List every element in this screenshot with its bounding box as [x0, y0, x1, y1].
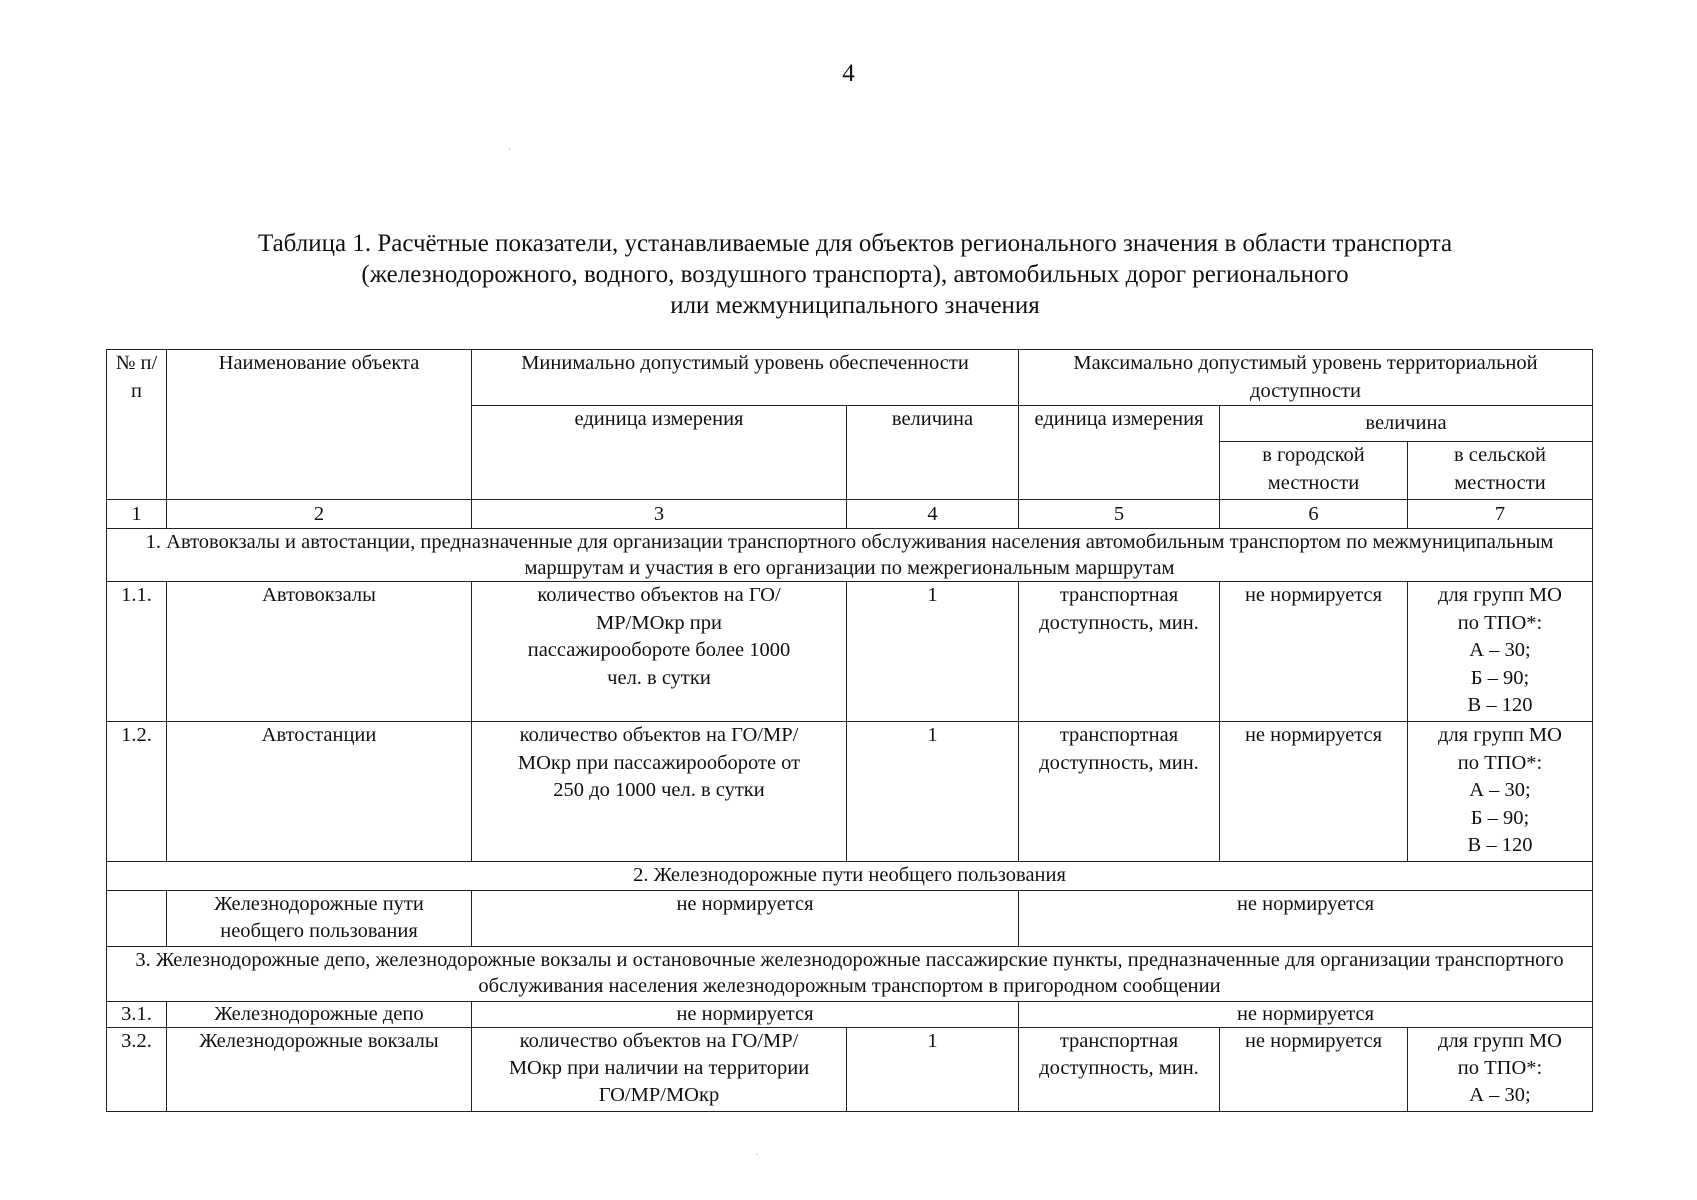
table-row: [107, 1001, 1593, 1027]
col-number: 6: [1220, 500, 1408, 529]
row-urban: не нормируется: [1220, 582, 1408, 722]
title-line-2: (железнодорожного, водного, воздушного транспорта), автомобильных дорог регионального: [361, 261, 1349, 288]
table-row: [107, 890, 1593, 946]
rural-line: А – 30;: [1469, 779, 1531, 801]
row-unit: количество объектов на ГО/МР/МОкр при наличии на территории ГО/МР/МОкр: [472, 1027, 847, 1111]
row-urban: не нормируется: [1220, 1027, 1408, 1111]
section-1-title: 1. Автовокзалы и автостанции, предназначенные для организации транспортного обслуживания населения автомобильным транспортом по межмуниципальным маршрутам и участия в его организации по межрегиональным маршрутам: [107, 529, 1593, 582]
row-name: Автовокзалы: [167, 582, 472, 722]
col-number: 5: [1019, 500, 1220, 529]
row-num: 1.1.: [107, 582, 167, 722]
table-row: [107, 1027, 1593, 1111]
rural-line: по ТПО*:: [1457, 611, 1543, 634]
col-number: 4: [847, 500, 1019, 529]
title-line-3: или межмуниципального значения: [670, 292, 1040, 319]
rural-line: А – 30;: [1469, 639, 1531, 661]
row-name: Железнодорожные вокзалы: [167, 1027, 472, 1111]
col-number: 3: [472, 500, 847, 529]
row-unit-2: транспортная доступность, мин.: [1019, 1027, 1220, 1111]
page-number: 4: [842, 60, 855, 87]
row-urban: не нормируется: [1220, 722, 1408, 862]
rural-line: для групп МО: [1438, 584, 1562, 606]
row-name: Автостанции: [167, 722, 472, 862]
section-row: [107, 946, 1593, 1001]
table-row: [107, 722, 1593, 862]
header-row: [107, 350, 1593, 406]
row-unit: количество объектов на ГО/МР/МОкр при пассажирообороте более 1000 чел. в сутки: [472, 582, 847, 722]
row-unit-2: транспортная доступность, мин.: [1019, 582, 1220, 722]
row-name: Железнодорожные депо: [167, 1001, 472, 1027]
row-name: Железнодорожные пути необщего пользования: [167, 890, 472, 946]
header-value: величина: [847, 406, 1019, 500]
header-num: № п/п: [107, 350, 167, 500]
row-value: 1: [847, 582, 1019, 722]
col-number: 2: [167, 500, 472, 529]
table-title: [140, 228, 1570, 321]
row-value: 1: [847, 1027, 1019, 1111]
header-name: Наименование объекта: [167, 350, 472, 500]
header-unit: единица измерения: [472, 406, 847, 500]
header-min-level: Минимально допустимый уровень обеспеченности: [472, 350, 1019, 406]
row-num: 3.2.: [107, 1027, 167, 1111]
row-num: [107, 890, 167, 946]
section-2-title: 2. Железнодорожные пути необщего пользования: [107, 862, 1593, 891]
row-unit-2: транспортная доступность, мин.: [1019, 722, 1220, 862]
header-rural: в сельской местности: [1408, 442, 1593, 500]
table-row: [107, 582, 1593, 722]
col-number: 1: [107, 500, 167, 529]
section-row: [107, 529, 1593, 582]
col-number: 7: [1408, 500, 1593, 529]
header-max-level: Максимально допустимый уровень территориальной доступности: [1019, 350, 1593, 406]
rural-line: В – 120: [1467, 834, 1533, 856]
rural-line: по ТПО*:: [1457, 751, 1543, 774]
scan-speck: ˊ: [508, 148, 512, 159]
row-unit: количество объектов на ГО/МР/МОкр при пассажирообороте от 250 до 1000 чел. в сутки: [472, 722, 847, 862]
header-unit-2: единица измерения: [1019, 406, 1220, 500]
row-num: 3.1.: [107, 1001, 167, 1027]
section-row: [107, 862, 1593, 891]
row-min: не нормируется: [472, 1001, 1019, 1027]
row-value: 1: [847, 722, 1019, 862]
row-rural: [1408, 1027, 1593, 1111]
row-rural: [1408, 582, 1593, 722]
row-num: 1.2.: [107, 722, 167, 862]
section-3-title: 3. Железнодорожные депо, железнодорожные вокзалы и остановочные железнодорожные пассажирские пункты, предназначенные для организации транспортного обслуживания населения железнодорожным транспортом в пригородном сообщении: [107, 946, 1593, 1001]
row-rural: [1408, 722, 1593, 862]
column-numbers-row: [107, 500, 1593, 529]
rural-line: Б – 90;: [1470, 666, 1530, 689]
row-max: не нормируется: [1019, 890, 1593, 946]
rural-line: для групп МО: [1438, 724, 1562, 746]
scan-speck: ·: [755, 1150, 759, 1161]
header-value-2: величина: [1220, 406, 1593, 442]
header-urban: в городской местности: [1220, 442, 1408, 500]
title-line-1: Таблица 1. Расчётные показатели, устанавливаемые для объектов регионального значения в области транспорта: [257, 230, 1453, 257]
rural-line: по ТПО*:: [1457, 1056, 1543, 1079]
rural-line: А – 30;: [1469, 1083, 1531, 1106]
row-min: не нормируется: [472, 890, 1019, 946]
rural-line: Б – 90;: [1470, 806, 1530, 829]
rural-line: В – 120: [1467, 694, 1533, 716]
rural-line: для групп МО: [1438, 1029, 1562, 1052]
row-max: не нормируется: [1019, 1001, 1593, 1027]
indicators-table: [106, 349, 1593, 1112]
